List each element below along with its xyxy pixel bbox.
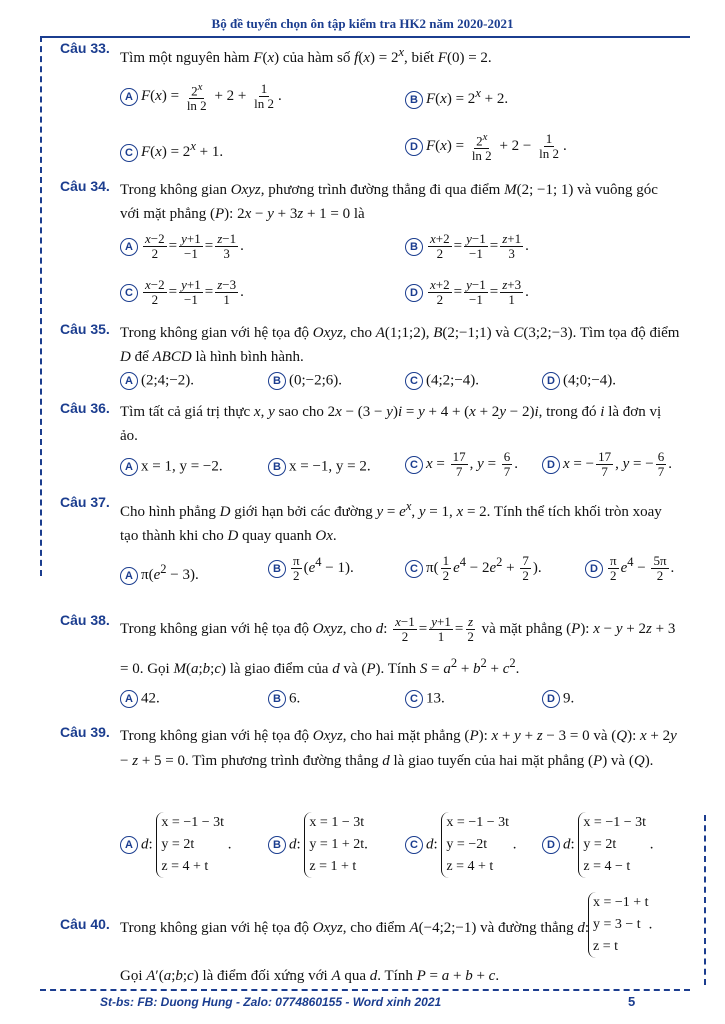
question-number: Câu 38. (60, 612, 110, 628)
option-label: B (268, 372, 286, 390)
option-label: C (120, 284, 138, 302)
option-a[interactable] (120, 690, 160, 708)
question-stem: Trong không gian Oxyz, phương trình đường thẳng đi qua điểm M(2; −1; 1) và vuông góc với mặt phẳng (P): 2x − y + 3z + 1 = 0 là (120, 182, 658, 222)
option-label: D (405, 138, 423, 156)
option-text: x = 1, y = −2. (141, 458, 223, 475)
option-label: A (120, 567, 138, 585)
option-text: 42. (141, 690, 160, 707)
question-number: Câu 34. (60, 178, 110, 194)
header-rule (40, 36, 690, 38)
sys-line: x = −1 − 3t (161, 815, 224, 830)
option-c[interactable]: C $F(x) = 2^x + 1$. (120, 139, 223, 162)
question-stem: Trong không gian với hệ tọa độ Oxyz, cho A(1;1;2), B(2;−1;1) và C(3;2;−3). Tìm tọa độ điểm D để ABCD là hình bình hành. (120, 325, 680, 365)
option-label: A (120, 836, 138, 854)
option-c[interactable]: C π( $\frac{1}{2}$ $e^4 - 2e^2$ + $\frac{7}{2}$ ). (405, 554, 542, 583)
option-label: C (405, 690, 423, 708)
option-d[interactable]: D F(x) = $\frac{2^x}{\ln 2}$ + 2 − $\frac{1}{\ln 2}$ . (405, 130, 567, 163)
question-number: Câu 37. (60, 494, 110, 510)
question-number: Câu 33. (60, 40, 110, 56)
option-text: 9. (563, 690, 575, 707)
option-label: B (405, 238, 423, 256)
question-number: Câu 40. (60, 916, 110, 932)
question-stem: Gọi A′(a;b;c) là điểm đối xứng với A qua d. Tính P = a + b + c. (120, 968, 500, 984)
option-c[interactable] (405, 372, 479, 390)
line-d-system: x = −1 + t y = 3 − t z = t. (588, 892, 652, 958)
equation-system (588, 892, 649, 958)
option-label: B (405, 91, 423, 109)
option-d[interactable] (542, 690, 574, 708)
footer-rule (40, 989, 690, 991)
option-a[interactable]: A d: x = −1 − 3t y = 2t z = 4 + t . (120, 812, 232, 878)
question-number: Câu 36. (60, 400, 110, 416)
option-a[interactable]: A $\pi(e^2 - 3)$. (120, 562, 199, 585)
option-text: 13. (426, 690, 445, 707)
option-a[interactable] (120, 458, 223, 476)
option-label: B (268, 836, 286, 854)
option-label: A (120, 238, 138, 256)
option-label: C (120, 144, 138, 162)
option-label: C (405, 456, 423, 474)
option-text: x = −1, y = 2. (289, 458, 371, 475)
option-d[interactable] (542, 372, 616, 390)
question-stem: Tìm tất cả giá trị thực x, y sao cho 2x − (3 − y)i = y + 4 + (x + 2y − 2)i, trong đó i là đơn vị ảo. (120, 404, 662, 444)
equation-system (441, 812, 509, 878)
option-label: D (405, 284, 423, 302)
sys-line: z = 4 + t (446, 859, 494, 874)
option-label: A (120, 458, 138, 476)
sys-line: z = 4 + t (161, 859, 209, 874)
option-text: 6. (289, 690, 301, 707)
option-d[interactable]: D x = − $\frac{17}{7}$ , y = − $\frac{6}{7}$ . (542, 450, 672, 479)
equation-system (156, 812, 224, 878)
sys-line: x = −1 − 3t (583, 815, 646, 830)
question-stem: Tìm một nguyên hàm F(x) của hàm số $f(x) = 2^x$, biết F(0) = 2. (120, 45, 492, 66)
sys-line: y = 2t (583, 837, 617, 852)
equation-system (304, 812, 364, 878)
left-border (40, 36, 42, 576)
option-a[interactable]: A $\frac{x-2}{2}$ = $\frac{y+1}{-1}$ = $\frac{z-1}{3}$ . (120, 232, 244, 261)
question-stem: Trong không gian với hệ tọa độ Oxyz, cho điểm A(−4;2;−1) và đường thẳng d: (120, 920, 590, 936)
option-c[interactable]: C x = $\frac{17}{7}$ , y = $\frac{6}{7}$ . (405, 450, 518, 479)
option-label: C (405, 372, 423, 390)
sys-line: z = 1 + t (309, 859, 357, 874)
option-text: (2;4;−2). (141, 372, 195, 389)
page-number: 5 (628, 994, 636, 1009)
sys-line: z = 4 − t (583, 859, 631, 874)
option-text: (0;−2;6). (289, 372, 343, 389)
option-label: C (405, 560, 423, 578)
option-label: D (542, 456, 560, 474)
option-label: B (268, 560, 286, 578)
sys-line: y = 1 + 2t (309, 837, 365, 852)
option-b[interactable] (268, 458, 371, 476)
option-label: A (120, 372, 138, 390)
page-footer: St-bs: FB: Duong Hung - Zalo: 0774860155 - Word xinh 2021 (100, 995, 442, 1009)
option-label: A (120, 88, 138, 106)
option-text: (4;0;−4). (563, 372, 617, 389)
option-label: C (405, 836, 423, 854)
question-stem: Trong không gian với hệ tọa độ Oxyz, cho d: $\frac{x-1}{2}$ = $\frac{y+1}{1}$ = $\frac{z}{2}$ và mặt phẳng (P): x − y + 2z + 3 = 0. Gọi M(a;b;c) là giao điểm của d và (P). Tính $S = a^2 + b^2 + c^2$. (120, 614, 676, 677)
right-border (704, 815, 706, 985)
option-label: D (542, 836, 560, 854)
question-stem: Trong không gian với hệ tọa độ Oxyz, cho hai mặt phẳng (P): x + y + z − 3 = 0 và (Q): x + 2y − z + 5 = 0. Tìm phương trình đường thẳng d là giao tuyến của hai mặt phẳng (P) và (Q). (120, 728, 677, 769)
option-a[interactable] (120, 372, 194, 390)
option-b[interactable] (268, 690, 300, 708)
option-d[interactable]: D $\frac{x+2}{2}$ = $\frac{y-1}{-1}$ = $\frac{z+3}{1}$ . (405, 278, 529, 307)
option-b[interactable]: B $\frac{x+2}{2}$ = $\frac{y-1}{-1}$ = $\frac{z+1}{3}$ . (405, 232, 529, 261)
question-number: Câu 39. (60, 724, 110, 740)
sys-line: x = −1 − 3t (446, 815, 509, 830)
option-label: A (120, 690, 138, 708)
option-c[interactable]: C d: x = −1 − 3t y = −2t z = 4 + t . (405, 812, 517, 878)
sys-line: x = −1 + t (593, 895, 649, 910)
option-a[interactable]: A F(x) = $\frac{2^x}{\ln 2}$ + 2 + $\frac{1}{\ln 2}$ . (120, 80, 282, 113)
option-label: D (542, 372, 560, 390)
sys-line: z = t (593, 939, 618, 954)
sys-line: y = 3 − t (593, 917, 641, 932)
sys-line: x = 1 − 3t (309, 815, 365, 830)
option-b[interactable] (268, 372, 342, 390)
option-b[interactable]: B $\frac{\pi}{2}$ $(e^4 - 1)$. (268, 554, 354, 583)
option-text: (4;2;−4). (426, 372, 480, 389)
option-label: D (585, 560, 603, 578)
question-stem: Cho hình phẳng D giới hạn bởi các đường $y = e^x$, y = 1, x = 2. Tính thể tích khối tròn xoay tạo thành khi cho D quay quanh Ox. (120, 499, 662, 544)
option-d[interactable]: D d: x = −1 − 3t y = 2t z = 4 − t . (542, 812, 654, 878)
sys-line: y = −2t (446, 837, 488, 852)
option-b[interactable]: B $F(x) = 2^x + 2$. (405, 86, 508, 109)
option-label: D (542, 690, 560, 708)
page-header: Bộ đề tuyển chọn ôn tập kiểm tra HK2 năm 2020-2021 (211, 16, 514, 31)
sys-line: y = 2t (161, 837, 195, 852)
option-b[interactable]: B d: x = 1 − 3t y = 1 + 2t z = 1 + t. (268, 812, 368, 878)
option-c[interactable]: C $\frac{x-2}{2}$ = $\frac{y+1}{-1}$ = $\frac{z-3}{1}$ . (120, 278, 244, 307)
option-d[interactable]: D $\frac{\pi}{2}$ $e^4$ − $\frac{5\pi}{2}$ . (585, 554, 674, 583)
option-label: B (268, 458, 286, 476)
option-c[interactable] (405, 690, 445, 708)
equation-system (578, 812, 646, 878)
option-label: B (268, 690, 286, 708)
question-number: Câu 35. (60, 321, 110, 337)
